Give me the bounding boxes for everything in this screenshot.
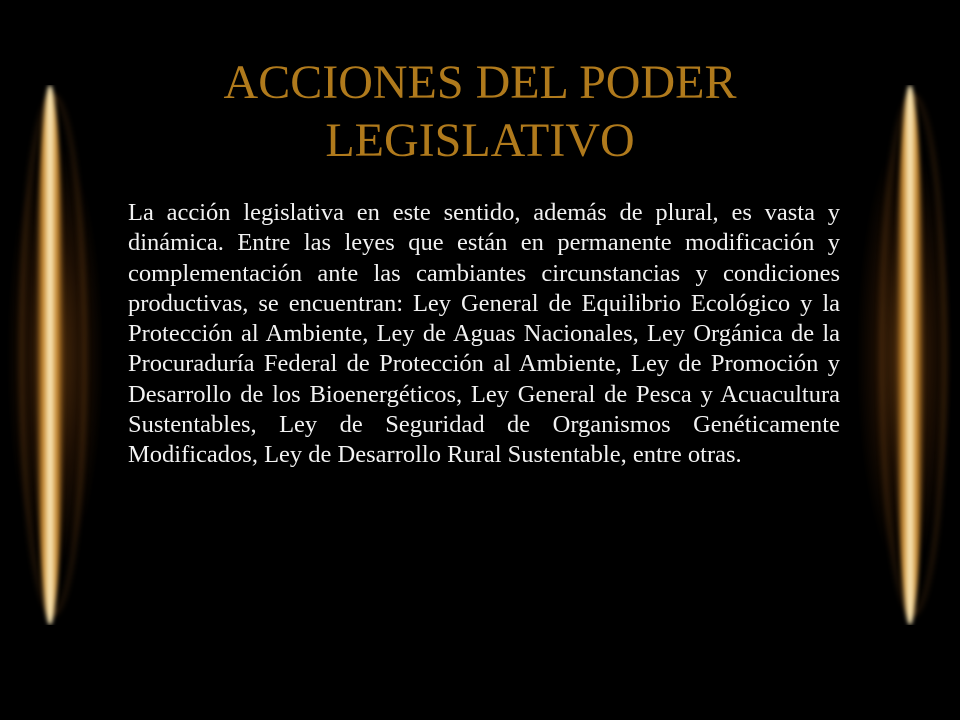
slide-title-line1: ACCIONES DEL PODER xyxy=(223,56,737,109)
slide-body-text: La acción legislativa en este sentido, además de plural, es vasta y dinámica. Entre las leyes que están en permanente modificación y complementación ante las cambiantes circunstancias y condiciones productivas, se encuentran: Ley General de Equilibrio Ecológico y la Protección al Ambiente, Ley de Aguas Nacionales, Ley Orgánica de la Procuraduría Federal de Protección al Ambiente, Ley de Promoción y Desarrollo de los Bioenergéticos, Ley General de Pesca y Acuacultura Sustentables, Ley de Seguridad de Organismos Genéticamente Modificados, Ley de Desarrollo Rural Sustentable, entre otras. xyxy=(128,199,840,469)
slide-title-line2: LEGISLATIVO xyxy=(325,114,635,167)
candle-flame-left-image xyxy=(0,85,110,625)
slide-title xyxy=(110,54,850,170)
candle-flame-right-image xyxy=(850,85,960,625)
